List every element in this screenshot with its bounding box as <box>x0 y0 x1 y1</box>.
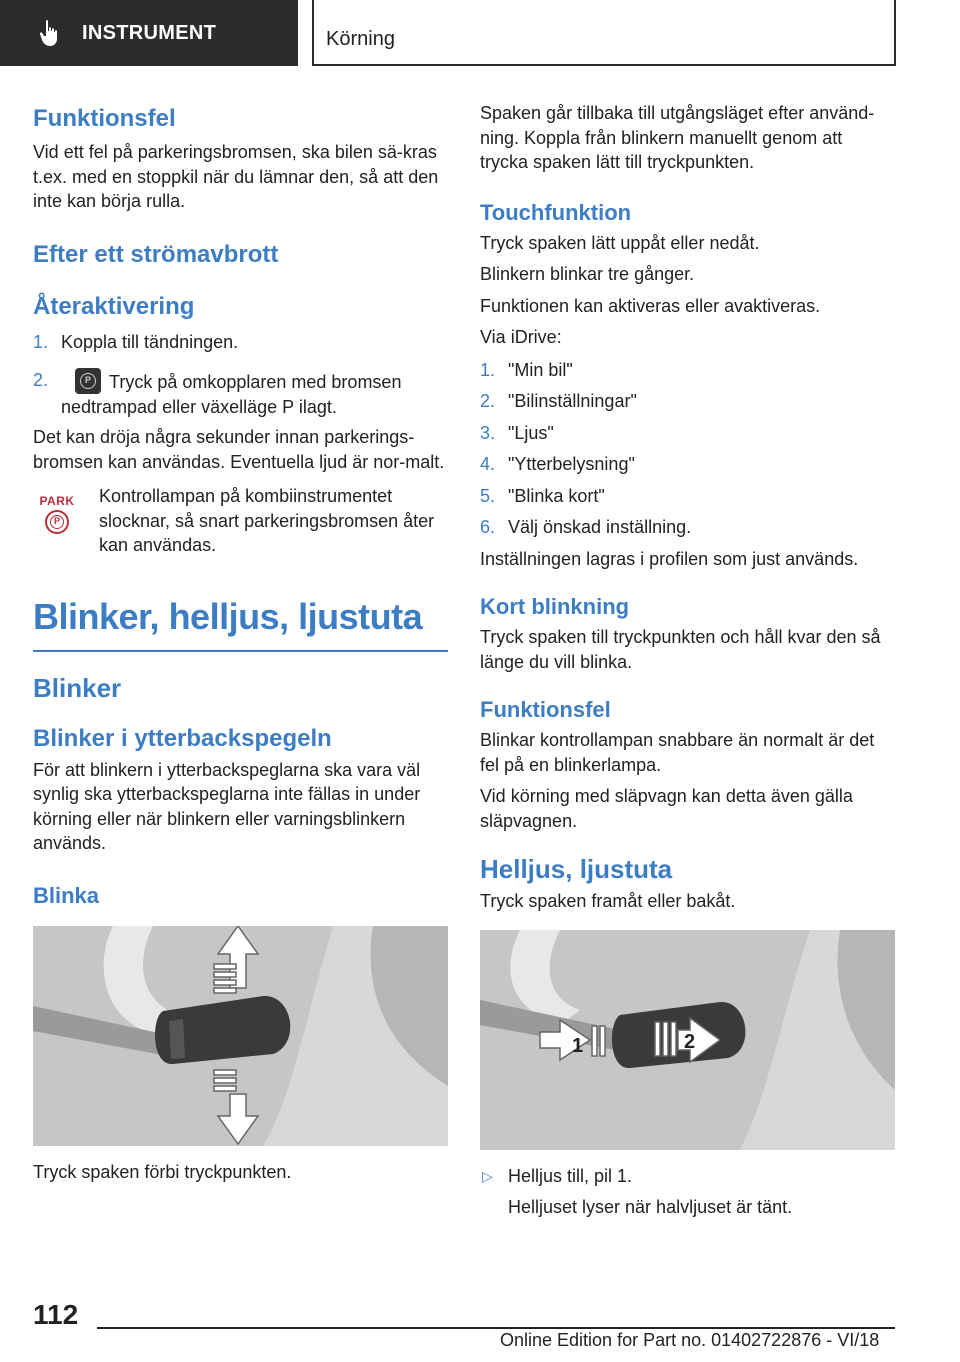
paragraph-saved: Inställningen lagras i profilen som just används. <box>480 548 859 569</box>
chapter-tab <box>312 0 896 66</box>
left-column <box>33 98 448 1184</box>
high-beam-list <box>480 1164 895 1220</box>
paragraph-touch-3: Funktionen kan aktiveras eller avaktiveras. <box>480 295 821 316</box>
footer-rule <box>97 1327 895 1329</box>
heading-main: Blinker, helljus, ljustuta <box>33 595 423 637</box>
list-item: 2. P Tryck på omkopplaren med bromsen nedtrampad eller växelläge P ilagt. <box>33 370 402 417</box>
park-indicator-note <box>33 484 448 558</box>
paragraph-short-blink: Tryck spaken till tryckpunkten och håll kvar den så länge du vill blinka. <box>480 627 881 672</box>
heading-touch: Touchfunktion <box>480 199 632 225</box>
paragraph-indicator: Kontrollampan på kombiinstrumentet slocknar, så snart parkeringsbromsen åter kan användas. <box>99 486 435 555</box>
arrow-label-2: 2 <box>684 1030 696 1053</box>
paragraph-touch-2: Blinkern blinkar tre gånger. <box>480 264 695 284</box>
page-number: 112 <box>33 1299 79 1330</box>
park-warning-icon: PARK P <box>39 494 75 536</box>
heading-high-beam: Helljus, ljustuta <box>480 854 673 884</box>
list-item: 6. Välj önskad inställning. <box>480 517 692 537</box>
paragraph-mirror: För att blinkern i ytterbackspeglarna ska vara väl synlig ska ytterbackspeglarna inte fällas in under körning eller när blinkern eller varningsblinkern används. <box>33 759 421 853</box>
paragraph-delay: Det kan dröja några sekunder innan parkerings-bromsen kan användas. Eventuella ljud är nor-malt. <box>33 427 445 472</box>
heading-power-outage: Efter ett strömavbrott <box>33 240 279 268</box>
arrow-label-1: 1 <box>572 1034 584 1057</box>
list-item: 5. "Blinka kort" <box>480 485 605 506</box>
list-item: ▷ Helljus till, pil 1. <box>480 1164 895 1189</box>
heading-blinka: Blinka <box>33 882 100 908</box>
pointing-hand-icon <box>38 19 62 47</box>
lever-up-down-illustration <box>33 926 448 1146</box>
paragraph-idrive: Via iDrive: <box>480 327 562 347</box>
footer-edition: Online Edition for Part no. 01402722876 - VI/18 <box>500 1330 880 1350</box>
heading-blinker: Blinker <box>33 672 122 703</box>
triangle-bullet-icon: ▷ <box>482 1167 493 1184</box>
heading-fault: Funktionsfel <box>33 105 176 132</box>
paragraph-fault-1: Blinkar kontrollampan snabbare än normalt är det fel på en blinkerlampa. <box>480 730 875 775</box>
paragraph-high-beam: Tryck spaken framåt eller bakåt. <box>480 891 736 911</box>
heading-mirror-blinker: Blinker i ytterbackspegeln <box>33 724 332 752</box>
list-item-sub: Helljuset lyser när halvljuset är tänt. <box>508 1197 793 1217</box>
list-item: 2. "Bilinställningar" <box>480 391 637 411</box>
lever-forward-back-illustration <box>480 930 895 1150</box>
heading-rule <box>33 650 448 652</box>
list-item: 4. "Ytterbelysning" <box>480 454 635 474</box>
heading-short-blink: Kort blinkning <box>480 594 630 619</box>
figure-high-beam-lever <box>480 930 895 1150</box>
section-tab <box>0 0 298 66</box>
paragraph-fault-2: Vid körning med släpvagn kan detta även gälla släpvagnen. <box>480 786 853 831</box>
section-title: INSTRUMENT <box>82 21 217 44</box>
right-column <box>480 101 895 1220</box>
figure-caption: Tryck spaken förbi tryckpunkten. <box>33 1161 292 1182</box>
paragraph-touch-1: Tryck spaken lätt uppåt eller nedåt. <box>480 232 760 253</box>
reactivation-steps <box>33 330 448 420</box>
list-item: 1. Koppla till tändningen. <box>33 331 239 352</box>
heading-reactivation: Återaktivering <box>33 292 195 320</box>
paragraph-return: Spaken går tillbaka till utgångsläget efter använd-ning. Koppla från blinkern manuellt genom att trycka spaken lätt till tryckpunkten. <box>480 103 875 172</box>
list-item: 3. "Ljus" <box>480 422 554 443</box>
paragraph-fault: Vid ett fel på parkeringsbromsen, ska bilen sä-kras t.ex. med en stoppkil när du lämnar den, så att den inte kan börja rulla. <box>33 142 439 211</box>
idrive-steps <box>480 358 895 540</box>
list-item: 1. "Min bil" <box>480 359 573 380</box>
chapter-title: Körning <box>326 28 395 50</box>
parking-brake-button-icon: P <box>75 368 101 394</box>
heading-fault-right: Funktionsfel <box>480 697 611 722</box>
figure-turn-signal-lever <box>33 926 448 1146</box>
